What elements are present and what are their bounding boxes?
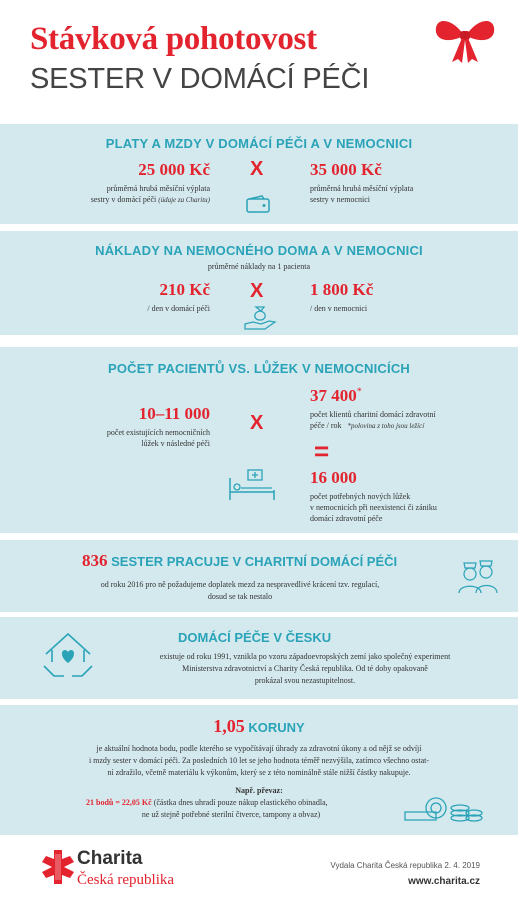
- costs-vs: X: [250, 280, 264, 302]
- footer-published: Vydala Charita Česká republika 2. 4. 2019: [330, 861, 480, 870]
- costs-right-desc: / den v nemocnici: [310, 304, 368, 313]
- footer-website[interactable]: www.charita.cz: [408, 876, 480, 887]
- homecare-heading: DOMÁCÍ PÉČE V ČESKU: [178, 630, 332, 645]
- patients-result: [310, 468, 500, 524]
- homecare-desc1: existuje od roku 1991, vznikla po vzoru západoevropských zemí jako společný experiment: [159, 652, 451, 661]
- patients-heading: POČET PACIENTŮ VS. LŮŽEK V NEMOCNICÍCH: [107, 361, 411, 376]
- patients-right-note: *polovina z toho jsou ležící: [347, 422, 425, 430]
- charita-logo-name: Charita: [77, 848, 143, 869]
- patients-right-desc2: péče / rok: [310, 421, 342, 430]
- title-line-1: Stávková pohotovost: [30, 21, 317, 57]
- patients-left-desc1: počet existujících nemocničních: [106, 428, 210, 437]
- salaries-left-desc2: sestry v domácí péči: [90, 195, 157, 204]
- points-number: 1,05: [213, 716, 245, 736]
- patients-right-value: 37 400: [310, 386, 357, 405]
- salaries-left-desc-line: [50, 194, 210, 206]
- salaries-left: [50, 160, 210, 206]
- homecare-desc3: prokázal svou nezastupitelnost.: [254, 676, 356, 685]
- bow-icon: [430, 12, 500, 64]
- salaries-left-value: 25 000 Kč: [138, 160, 210, 179]
- patients-left-value: 10–11 000: [138, 404, 210, 423]
- page-title: [30, 20, 430, 97]
- points-desc1: je aktuální hodnota bodu, podle kterého se vypočítávají úhrady za zdravotní úkony a od nějž se odvíjí: [96, 744, 422, 753]
- money-hand-icon: [243, 304, 277, 330]
- points-example-desc1: (částka dnes uhradí pouze nákup elastického obinadla,: [151, 798, 328, 807]
- patients-right: [310, 386, 500, 432]
- charita-cross-icon: [40, 848, 76, 886]
- patients-equals: =: [314, 436, 330, 466]
- costs-subheading: průměrné náklady na 1 pacienta: [207, 262, 311, 271]
- points-example-label: Např. převaz:: [235, 786, 283, 795]
- salaries-left-desc1: průměrná hrubá měsíční výplata: [106, 184, 210, 193]
- costs-left: [60, 280, 210, 314]
- points-unit: KORUNY: [244, 720, 305, 735]
- nurses-number: 836: [82, 551, 108, 570]
- salaries-right-value: 35 000 Kč: [310, 160, 382, 179]
- salaries-vs: X: [250, 158, 264, 180]
- points-heading: [0, 716, 518, 737]
- costs-right: [310, 280, 490, 314]
- nurses-heading: [82, 551, 462, 571]
- patients-left-desc2: lůžek v následné péči: [141, 439, 210, 448]
- points-example-value: 21 bodů = 22,05 Kč: [86, 798, 152, 807]
- patients-result-desc1: počet potřebných nových lůžek: [310, 492, 411, 501]
- points-desc3: ní zdražilo, včetně materiálu k výkonům, který se z této nominálně stále nižší částky nakupuje.: [107, 768, 411, 777]
- patients-right-star: *: [356, 386, 362, 398]
- patients-vs: X: [250, 412, 264, 434]
- points-desc2: i mzdy sester v domácí péči. Za posledních 10 let se jeho hodnota téměř nezvýšila, zatímco všechno ostat-: [88, 756, 430, 765]
- patients-result-value: 16 000: [310, 468, 357, 487]
- patients-left: [50, 404, 210, 449]
- costs-right-value: 1 800 Kč: [310, 280, 374, 299]
- nurses-icon: [450, 555, 500, 595]
- patients-right-desc1: počet klientů charitní domácí zdravotní: [310, 410, 436, 419]
- patients-result-desc2: v nemocnicích při neexistenci či zániku: [310, 503, 437, 512]
- patients-result-desc3: domácí zdravotní péče: [310, 514, 383, 523]
- charita-logo-sub: Česká republika: [77, 872, 175, 888]
- costs-left-value: 210 Kč: [159, 280, 210, 299]
- nurses-desc2: dosud se tak nestalo: [207, 592, 273, 601]
- salaries-heading: PLATY A MZDY V DOMÁCÍ PÉČI A V NEMOCNICI: [105, 136, 413, 151]
- points-example-desc2: ne už stejně potřebné sterilní čtverce, tampony a obvaz): [141, 810, 321, 819]
- salaries-right: [310, 160, 490, 205]
- bandage-coins-icon: [402, 790, 484, 824]
- patients-right-desc-line: [310, 420, 500, 432]
- home-heart-icon: [40, 630, 96, 682]
- salaries-left-note: (údaje za Charitu): [158, 196, 210, 204]
- hospital-bed-icon: [226, 468, 278, 504]
- wallet-icon: [246, 195, 270, 213]
- costs-heading: NÁKLADY NA NEMOCNÉHO DOMA A V NEMOCNICI: [95, 243, 423, 258]
- salaries-right-desc1: průměrná hrubá měsíční výplata: [310, 184, 414, 193]
- nurses-heading-text: SESTER PRACUJE V CHARITNÍ DOMÁCÍ PÉČI: [107, 554, 398, 569]
- points-example-line1: [86, 797, 416, 808]
- costs-left-desc: / den v domácí péči: [147, 304, 210, 313]
- title-line-2: SESTER V DOMÁCÍ PÉČI: [30, 63, 370, 95]
- homecare-desc2: Ministerstva zdravotnictví a Charity Česká republika. Od té doby opakovaně: [182, 664, 428, 673]
- salaries-right-desc2: sestry v nemocnici: [310, 195, 370, 204]
- patients-right-value-line: [310, 386, 500, 406]
- nurses-desc1: od roku 2016 pro ně požadujeme doplatek mezd za nespravedlivé krácení tzv. regulací,: [100, 580, 380, 589]
